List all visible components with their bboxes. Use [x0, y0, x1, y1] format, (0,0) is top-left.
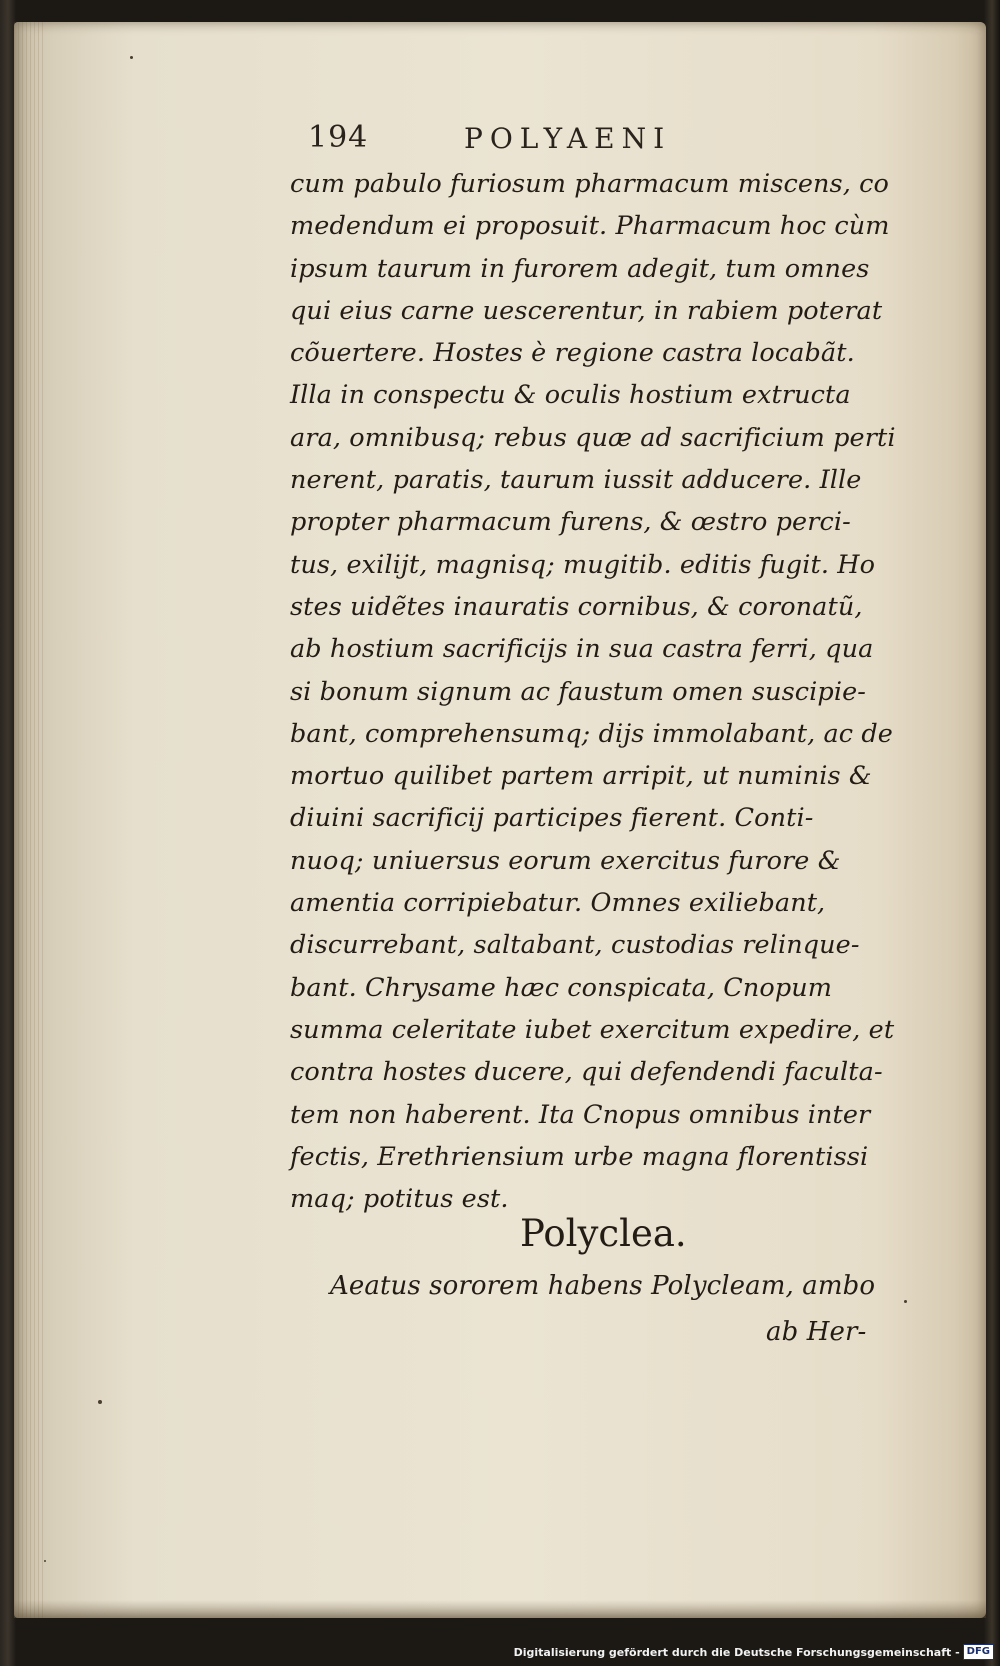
text-line: medendum ei proposuit. Pharmacum hoc cùm — [290, 211, 890, 242]
body-text — [290, 163, 910, 1220]
digitization-credit — [514, 1642, 994, 1662]
text-line: propter pharmacum furens, & œstro perci- — [290, 507, 851, 538]
text-line: ab hostium sacrificijs in sua castra ferri, qua — [290, 634, 874, 665]
text-line: tem non haberent. Ita Cnopus omnibus inter — [290, 1099, 871, 1130]
text-line: contra hostes ducere, qui defendendi faculta- — [290, 1057, 883, 1088]
text-line: si bonum signum ac faustum omen suscipie- — [290, 676, 867, 707]
text-line: ipsum taurum in furorem adegit, tum omnes — [290, 253, 870, 284]
text-line: Illa in conspectu & oculis hostium extructa — [290, 380, 851, 411]
text-line: summa celeritate iubet exercitum expedire, et — [290, 1014, 895, 1045]
text-line: discurrebant, saltabant, custodias relinque- — [290, 930, 860, 961]
text-line: mortuo quilibet partem arripit, ut numinis & — [290, 761, 872, 792]
section-title: Polyclea. — [520, 1212, 687, 1255]
text-line: bant. Chrysame hæc conspicata, Cnopum — [290, 972, 833, 1003]
section-text — [330, 1263, 930, 1355]
text-line: amentia corripiebatur. Omnes exiliebant, — [290, 888, 826, 919]
text-line: qui eius carne uescerentur, in rabiem poterat — [290, 295, 883, 326]
text-line: diuini sacrificij participes fierent. Conti- — [290, 803, 814, 834]
text-line: cõuertere. Hostes è regione castra locabãt. — [290, 338, 855, 369]
text-line: nuoq; uniuersus eorum exercitus furore & — [290, 845, 841, 876]
page-header — [308, 120, 748, 160]
page-number: 194 — [308, 120, 369, 155]
text-line: stes uidẽtes inauratis cornibus, & coronatũ, — [290, 591, 863, 622]
credit-text: Digitalisierung gefördert durch die Deutsche Forschungsgemeinschaft - — [513, 1645, 960, 1659]
text-line: bant, comprehensumq; dijs immolabant, ac de — [290, 718, 893, 749]
text-line: ara, omnibusq; rebus quæ ad sacrificium perti — [290, 422, 896, 453]
text-line: maq; potitus est. — [290, 1184, 509, 1215]
running-head: POLYAENI — [464, 122, 672, 155]
catchword-line: ab Her- — [766, 1317, 867, 1347]
text-line: nerent, paratis, taurum iussit adducere. Ille — [290, 465, 862, 496]
text-line: tus, exilijt, magnisq; mugitib. editis fugit. Ho — [290, 549, 876, 580]
text-line: fectis, Erethriensium urbe magna florentissi — [290, 1141, 869, 1172]
dfg-logo: DFG — [963, 1644, 994, 1660]
text-line: cum pabulo furiosum pharmacum miscens, co — [290, 169, 889, 199]
section-line: Aeatus sororem habens Polycleam, ambo — [330, 1271, 876, 1301]
